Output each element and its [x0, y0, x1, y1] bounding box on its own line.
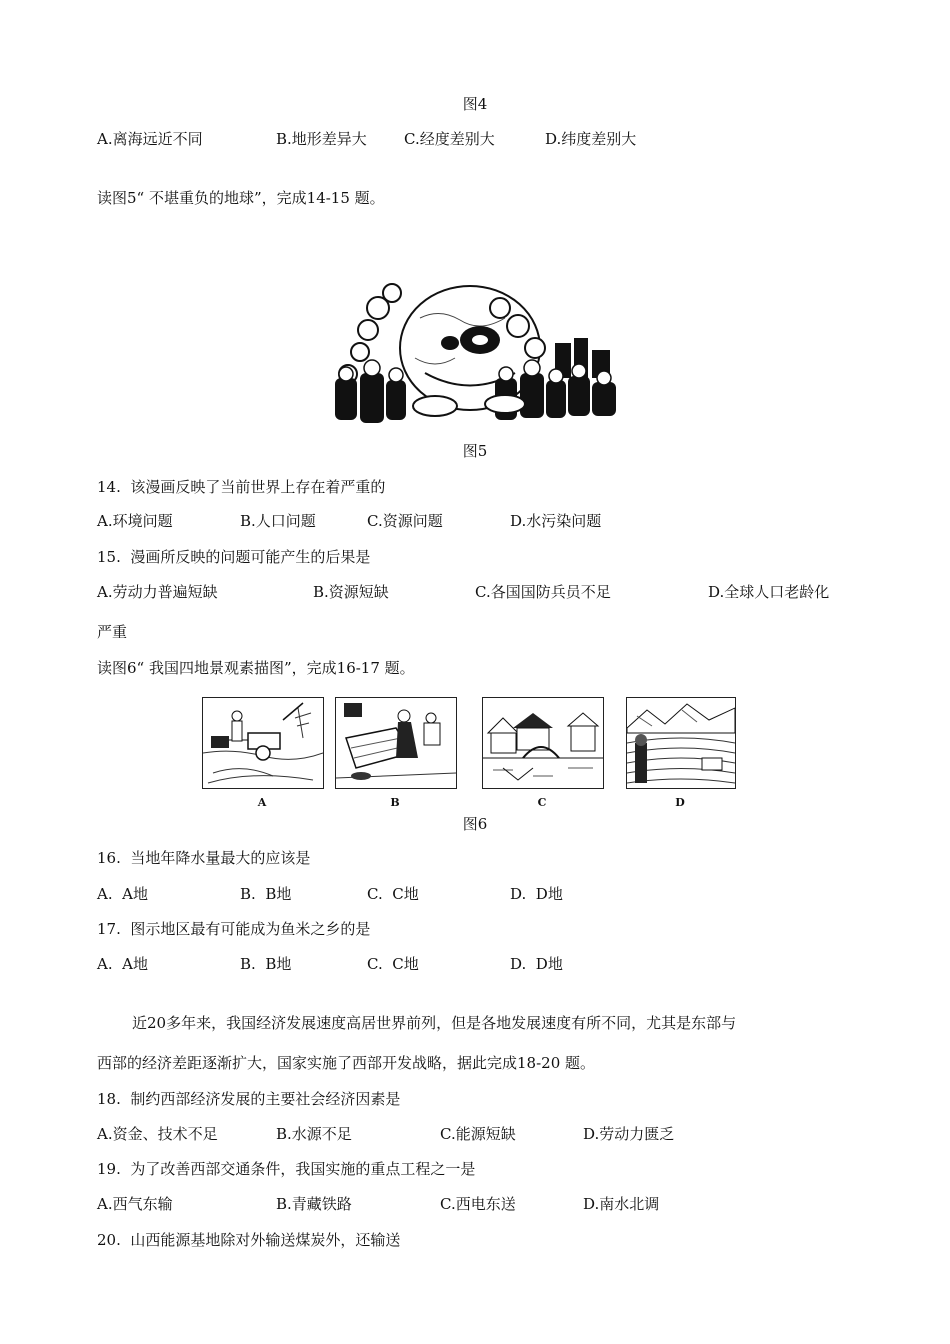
q17-option-d: D. D地	[510, 955, 563, 973]
q16-option-a: A. A地	[97, 885, 148, 903]
q19-option-b: B.青藏铁路	[276, 1195, 352, 1213]
figure-6-label-c: C	[537, 796, 547, 809]
q13-option-c: C.经度差别大	[404, 130, 495, 148]
fig5-intro: 读图5“ 不堪重负的地球”，完成14-15 题。	[97, 189, 385, 207]
q14-stem: 14. 该漫画反映了当前世界上存在着严重的	[97, 478, 386, 496]
figure-6-panel-c	[482, 697, 604, 789]
figure-5-cartoon	[330, 278, 620, 438]
figure-4-caption: 图4	[462, 95, 488, 113]
q15-option-d-continued: 严重	[97, 623, 128, 641]
q18-option-d: D.劳动力匮乏	[583, 1125, 675, 1143]
q17-stem: 17. 图示地区最有可能成为鱼米之乡的是	[97, 920, 371, 938]
q19-stem: 19. 为了改善西部交通条件，我国实施的重点工程之一是	[97, 1160, 476, 1178]
q15-option-b: B.资源短缺	[313, 583, 389, 601]
q18-stem: 18. 制约西部经济发展的主要社会经济因素是	[97, 1090, 401, 1108]
q15-stem: 15. 漫画所反映的问题可能产生的后果是	[97, 548, 371, 566]
q14-option-c: C.资源问题	[367, 512, 443, 530]
fig6-intro: 读图6“ 我国四地景观素描图”，完成16-17 题。	[97, 659, 415, 677]
figure-6-panel-d	[626, 697, 736, 789]
q16-option-d: D. D地	[510, 885, 563, 903]
q15-option-c: C.各国国防兵员不足	[475, 583, 611, 601]
q14-option-b: B.人口问题	[240, 512, 316, 530]
q13-option-d: D.纬度差别大	[545, 130, 637, 148]
q17-option-a: A. A地	[97, 955, 148, 973]
q16-option-c: C. C地	[367, 885, 419, 903]
figure-6-panel-b	[335, 697, 457, 789]
q13-option-a: A.离海远近不同	[97, 130, 203, 148]
q15-option-a: A.劳动力普遍短缺	[97, 583, 218, 601]
q17-option-b: B. B地	[240, 955, 292, 973]
q18-option-b: B.水源不足	[276, 1125, 352, 1143]
passage-line-1: 近20多年来，我国经济发展速度高居世界前列，但是各地发展速度有所不同，尤其是东部与	[132, 1014, 737, 1032]
q15-option-d: D.全球人口老龄化	[708, 583, 830, 601]
q14-option-d: D.水污染问题	[510, 512, 602, 530]
q19-option-d: D.南水北调	[583, 1195, 660, 1213]
q16-option-b: B. B地	[240, 885, 292, 903]
q18-option-a: A.资金、技术不足	[97, 1125, 218, 1143]
q14-option-a: A.环境问题	[97, 512, 173, 530]
q19-option-a: A.西气东输	[97, 1195, 173, 1213]
q16-stem: 16. 当地年降水量最大的应该是	[97, 849, 311, 867]
figure-6-label-b: B	[390, 796, 400, 809]
passage-line-2: 西部的经济差距逐渐扩大，国家实施了西部开发战略，据此完成18-20 题。	[97, 1054, 596, 1072]
q13-option-b: B.地形差异大	[276, 130, 367, 148]
figure-5-caption: 图5	[462, 442, 488, 460]
figure-6-panel-a	[202, 697, 324, 789]
figure-6-caption: 图6	[462, 815, 488, 833]
figure-6-label-d: D	[675, 796, 685, 809]
q20-stem: 20. 山西能源基地除对外输送煤炭外，还输送	[97, 1231, 401, 1249]
q18-option-c: C.能源短缺	[440, 1125, 516, 1143]
figure-6-label-a: A	[257, 796, 267, 809]
q17-option-c: C. C地	[367, 955, 419, 973]
q19-option-c: C.西电东送	[440, 1195, 516, 1213]
